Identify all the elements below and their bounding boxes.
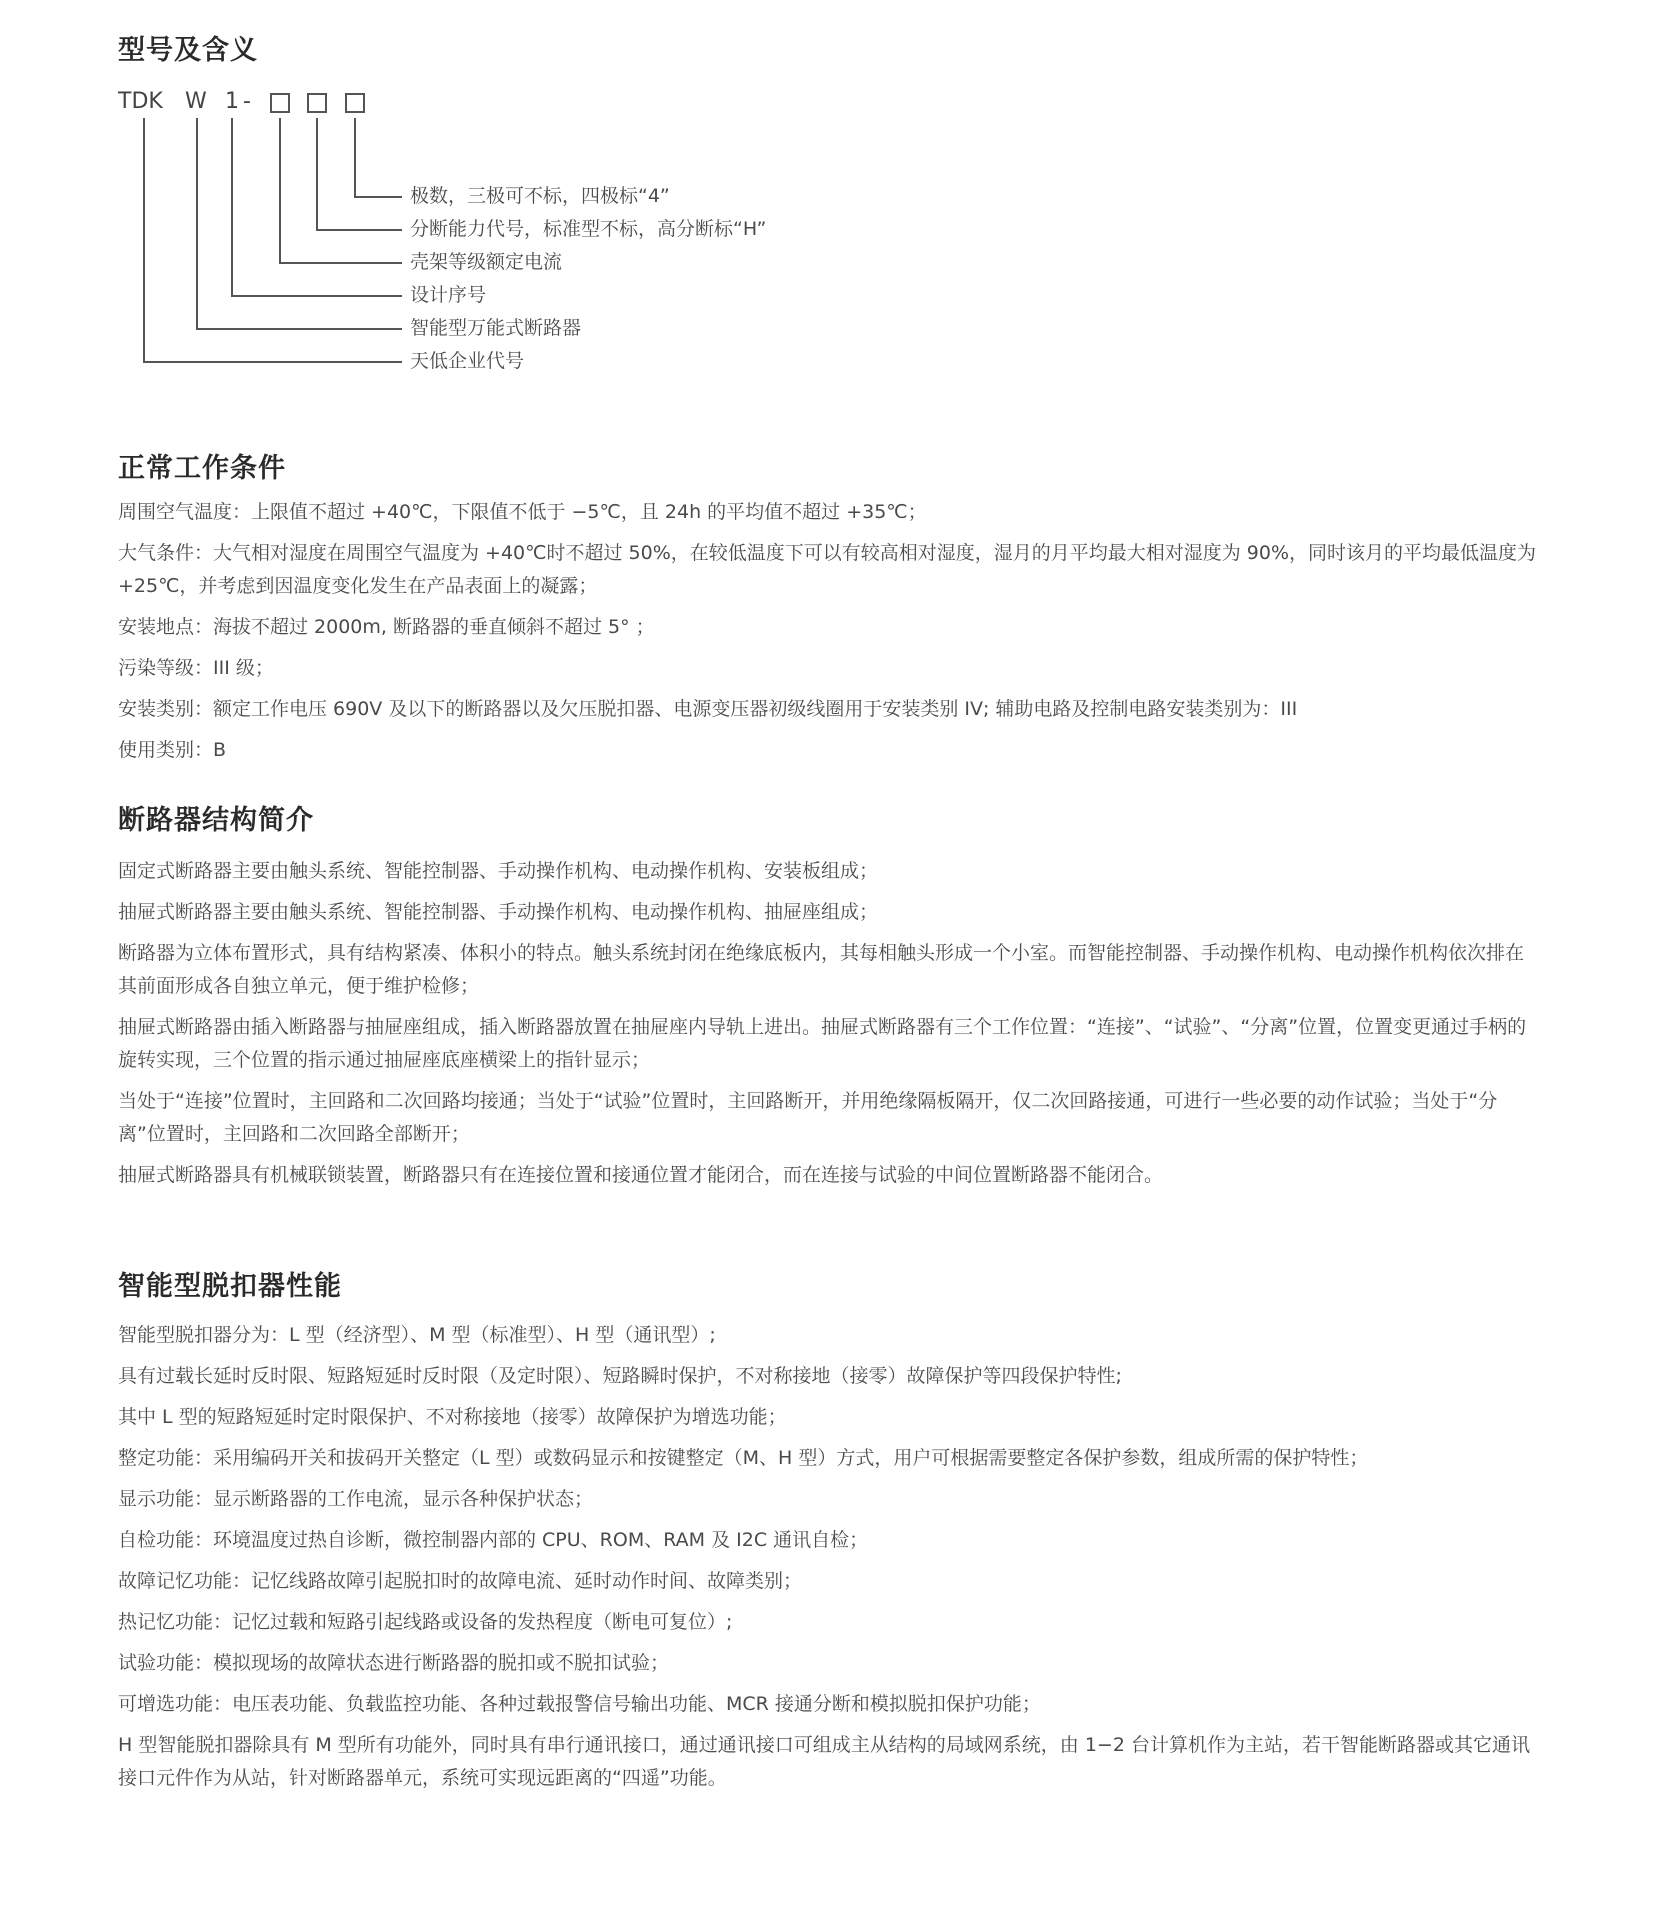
legend-poles: 极数，三极可不标，四极标“4” <box>410 185 670 207</box>
section-title-conditions: 正常工作条件 <box>118 453 286 484</box>
paragraph: 污染等级：III 级； <box>118 657 274 679</box>
paragraph: 整定功能：采用编码开关和拔码开关整定（L 型）或数码显示和按键整定（M、H 型）方式，用户可根据需要整定各保护参数，组成所需的保护特性； <box>118 1447 1369 1469</box>
paragraph: 大气条件：大气相对湿度在周围空气温度为 +40℃时不超过 50%，在较低温度下可以有较高相对湿度，湿月的月平均最大相对湿度为 90%，同时该月的平均最低温度为 +25℃，并考虑到因温度变化发生在产品表面上的凝露； <box>118 542 1537 597</box>
paragraph: 抽屉式断路器具有机械联锁装置，断路器只有在连接位置和接通位置才能闭合，而在连接与试验的中间位置断路器不能闭合。 <box>118 1164 1164 1186</box>
paragraph: 故障记忆功能：记忆线路故障引起脱扣时的故障电流、延时动作时间、故障类别； <box>118 1570 803 1592</box>
section-title-model: 型号及含义 <box>118 35 258 66</box>
legend-breaking: 分断能力代号，标准型不标，高分断标“H” <box>410 218 767 240</box>
legend-type: 智能型万能式断路器 <box>410 317 582 339</box>
connector-breaking <box>316 118 318 229</box>
code-box-poles <box>345 93 365 113</box>
connector-enterprise <box>143 118 145 361</box>
paragraph: 其中 L 型的短路短延时定时限保护、不对称接地（接零）故障保护为增选功能； <box>118 1406 787 1428</box>
paragraph: 抽屉式断路器由插入断路器与抽屉座组成，插入断路器放置在抽屉座内导轨上进出。抽屉式断路器有三个工作位置：“连接”、“试验”、“分离”位置，位置变更通过手柄的旋转实现，三个位置的指示通过抽屉座底座横梁上的指针显示； <box>118 1016 1527 1071</box>
connector-type <box>196 118 198 328</box>
paragraph: 自检功能：环境温度过热自诊断，微控制器内部的 CPU、ROM、RAM 及 I2C 通讯自检； <box>118 1529 869 1551</box>
code-box-breaking <box>307 93 327 113</box>
paragraph: 使用类别：B <box>118 739 227 761</box>
connector-current <box>279 118 281 262</box>
legend-current: 壳架等级额定电流 <box>410 251 563 273</box>
paragraph: H 型智能脱扣器除具有 M 型所有功能外，同时具有串行通讯接口，通过通讯接口可组成主从结构的局域网系统，由 1−2 台计算机作为主站，若干智能断路器或其它通讯接口元件作为从站，针对断路器单元，系统可实现远距离的“四遥”功能。 <box>118 1734 1530 1789</box>
paragraph: 抽屉式断路器主要由触头系统、智能控制器、手动操作机构、电动操作机构、抽屉座组成； <box>118 901 879 923</box>
leader-current <box>279 262 402 264</box>
code-box-current <box>270 93 290 113</box>
paragraph: 周围空气温度：上限值不超过 +40℃，下限值不低于 −5℃，且 24h 的平均值不超过 +35℃； <box>118 501 927 523</box>
legend-design: 设计序号 <box>410 284 487 306</box>
leader-breaking <box>316 229 402 231</box>
section-title-trip: 智能型脱扣器性能 <box>118 1271 342 1302</box>
paragraph: 可增选功能：电压表功能、负载监控功能、各种过载报警信号输出功能、MCR 接通分断和模拟脱扣保护功能； <box>118 1693 1041 1715</box>
paragraph: 试验功能：模拟现场的故障状态进行断路器的脱扣或不脱扣试验； <box>118 1652 670 1674</box>
paragraph: 热记忆功能：记忆过载和短路引起线路或设备的发热程度（断电可复位）; <box>118 1611 733 1633</box>
leader-design <box>231 295 402 297</box>
paragraph: 断路器为立体布置形式，具有结构紧凑、体积小的特点。触头系统封闭在绝缘底板内，其每相触头形成一个小室。而智能控制器、手动操作机构、电动操作机构依次排在其前面形成各自独立单元，便于维护检修； <box>118 942 1525 997</box>
paragraph: 安装地点：海拔不超过 2000m, 断路器的垂直倾斜不超过 5° ； <box>118 616 655 638</box>
code-part-tdk: TDK <box>118 89 163 114</box>
leader-poles <box>354 196 402 198</box>
paragraph: 具有过载长延时反时限、短路短延时反时限（及定时限）、短路瞬时保护，不对称接地（接零）故障保护等四段保护特性; <box>118 1365 1122 1387</box>
leader-enterprise <box>143 361 402 363</box>
paragraph: 显示功能：显示断路器的工作电流，显示各种保护状态； <box>118 1488 594 1510</box>
paragraph: 固定式断路器主要由触头系统、智能控制器、手动操作机构、电动操作机构、安装板组成； <box>118 860 879 882</box>
code-part-dash: - <box>243 89 251 114</box>
code-part-w: W <box>185 89 207 114</box>
connector-design <box>231 118 233 295</box>
paragraph: 智能型脱扣器分为：L 型（经济型）、M 型（标准型）、H 型（通讯型）; <box>118 1324 716 1346</box>
code-part-1: 1 <box>225 89 239 114</box>
paragraph: 安装类别：额定工作电压 690V 及以下的断路器以及欠压脱扣器、电源变压器初级线圈用于安装类别 IV; 辅助电路及控制电路安装类别为：III <box>118 698 1298 720</box>
legend-enterprise: 天低企业代号 <box>410 350 525 372</box>
leader-type <box>196 328 402 330</box>
connector-poles <box>354 118 356 196</box>
section-title-structure: 断路器结构简介 <box>118 805 314 836</box>
paragraph: 当处于“连接”位置时，主回路和二次回路均接通；当处于“试验”位置时，主回路断开，并用绝缘隔板隔开，仅二次回路接通，可进行一些必要的动作试验；当处于“分离”位置时，主回路和二次回路全部断开； <box>118 1090 1498 1145</box>
